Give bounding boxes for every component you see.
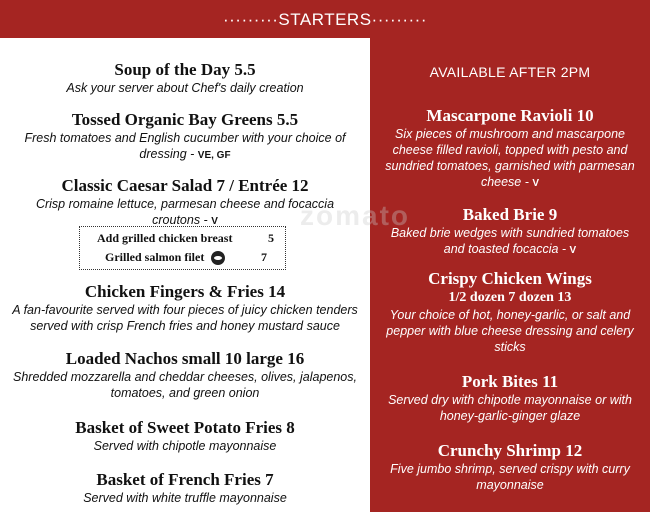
item-description: Your choice of hot, honey-garlic, or salt and — [389, 308, 631, 322]
addon-label: Add grilled chicken breast — [97, 231, 233, 245]
diet-tag: V — [569, 245, 577, 256]
item-description: Served dry with chipotle mayonnaise or with — [388, 393, 632, 407]
item-description: Crisp romaine lettuce, parmesan cheese and focaccia — [35, 197, 335, 211]
item-name: Soup of the Day 5.5 — [114, 60, 256, 79]
item-name: Chicken Fingers & Fries 14 — [84, 282, 286, 301]
item-description: honey-garlic-ginger glaze — [439, 409, 581, 423]
item-description: served with crisp French fries and honey mustard sauce — [30, 319, 340, 333]
item-description: croutons - V — [152, 213, 218, 227]
item-description: pepper with blue cheese dressing and celery — [386, 324, 634, 338]
menu-item — [0, 349, 370, 401]
fish-icon — [211, 251, 225, 265]
diet-tag: VE, GF — [197, 150, 231, 161]
menu-item — [370, 106, 650, 192]
item-description: Fresh tomatoes and English cucumber with your choice of — [24, 131, 346, 145]
addon-price: 7 — [261, 250, 267, 264]
item-name: Classic Caesar Salad 7 / Entrée 12 — [61, 176, 309, 195]
right-column — [370, 38, 650, 512]
menu-item — [0, 470, 370, 506]
watermark: zomato — [300, 200, 410, 231]
menu-item — [370, 205, 650, 259]
menu-item — [0, 418, 370, 454]
item-description: and toasted focaccia - V — [443, 242, 577, 256]
item-prices: 1/2 dozen 7 dozen 13 — [448, 290, 572, 305]
left-column — [0, 38, 370, 512]
item-description: cheese filled ravioli, topped with pesto and — [392, 143, 628, 157]
item-name: Basket of French Fries 7 — [96, 470, 274, 489]
item-description: Six pieces of mushroom and mascarpone — [395, 127, 625, 141]
item-name: Loaded Nachos small 10 large 16 — [65, 349, 305, 368]
item-name: Basket of Sweet Potato Fries 8 — [75, 418, 295, 437]
addon-row — [80, 231, 287, 246]
section-title: ·········STARTERS········· — [222, 10, 427, 29]
addon-price: 5 — [268, 231, 274, 245]
diet-tag: V — [532, 178, 540, 189]
item-name: Mascarpone Ravioli 10 — [426, 106, 594, 125]
item-name: Baked Brie 9 — [462, 205, 558, 224]
menu-item — [0, 110, 370, 164]
item-description: Baked brie wedges with sundried tomatoes — [390, 226, 630, 240]
item-name: Crunchy Shrimp 12 — [437, 441, 583, 460]
addon-label: Grilled salmon filet — [105, 250, 205, 264]
item-description: cheese - V — [480, 175, 540, 189]
item-description: sticks — [494, 340, 526, 354]
item-description: mayonnaise — [476, 478, 544, 492]
menu-item — [370, 441, 650, 493]
item-description: tomatoes, and green onion — [110, 386, 260, 400]
item-description: Shredded mozzarella and cheddar cheeses, olives, jalapenos, — [13, 370, 357, 384]
item-description: Ask your server about Chef's daily creation — [66, 81, 304, 95]
menu-item — [370, 372, 650, 424]
header-banner — [0, 0, 650, 38]
availability-heading: AVAILABLE AFTER 2PM — [429, 64, 591, 80]
item-name: Tossed Organic Bay Greens 5.5 — [71, 110, 299, 129]
item-name: Pork Bites 11 — [461, 372, 559, 391]
item-description: A fan-favourite served with four pieces of juicy chicken tenders — [12, 303, 358, 317]
item-description: Five jumbo shrimp, served crispy with curry — [390, 462, 630, 476]
item-description: Served with white truffle mayonnaise — [83, 491, 287, 505]
menu-item — [370, 269, 650, 355]
item-description: dressing - VE, GF — [139, 147, 231, 161]
addon-box — [79, 226, 286, 270]
menu-item — [0, 282, 370, 334]
item-description: Served with chipotle mayonnaise — [93, 439, 277, 453]
item-description: sundried tomatoes, garnished with parmesan — [385, 159, 635, 173]
item-name: Crispy Chicken Wings — [428, 269, 592, 288]
menu-item — [0, 60, 370, 96]
diet-tag: V — [211, 216, 218, 227]
addon-row — [80, 250, 287, 265]
